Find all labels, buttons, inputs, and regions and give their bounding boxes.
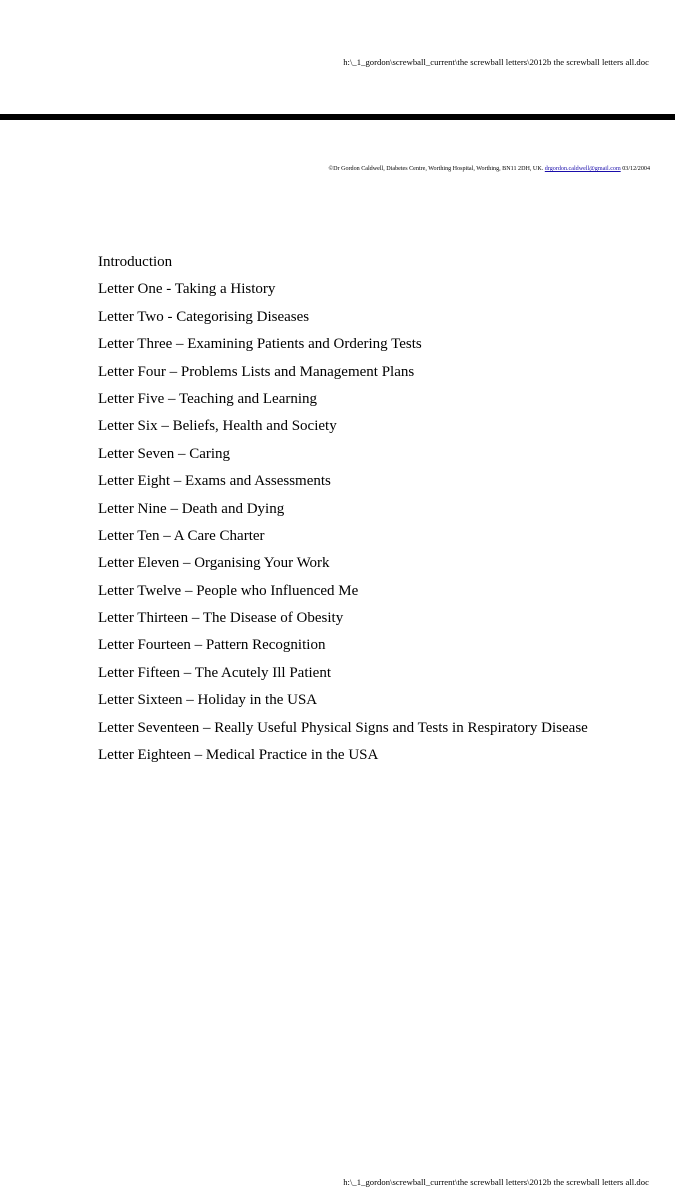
- toc-item-letter-thirteen: Letter Thirteen – The Disease of Obesity: [98, 610, 344, 627]
- footer-file-path: h:\_1_gordon\screwball_current\the screwball letters\2012b the screwball letters all.doc: [343, 1177, 649, 1187]
- toc-item-letter-nine: Letter Nine – Death and Dying: [98, 500, 285, 517]
- toc-item-letter-six: Letter Six – Beliefs, Health and Society: [98, 418, 337, 435]
- copyright-line: [329, 166, 651, 172]
- toc-item-letter-fourteen: Letter Fourteen – Pattern Recognition: [98, 637, 326, 654]
- toc-item-letter-ten: Letter Ten – A Care Charter: [98, 527, 265, 544]
- toc-item-letter-seventeen: Letter Seventeen – Really Useful Physical Signs and Tests in Respiratory Disease: [98, 719, 588, 736]
- toc-item-letter-two: Letter Two - Categorising Diseases: [98, 308, 310, 325]
- toc-item-letter-one: Letter One - Taking a History: [98, 281, 276, 298]
- toc-item-letter-four: Letter Four – Problems Lists and Management Plans: [98, 363, 415, 380]
- toc-item-letter-eleven: Letter Eleven – Organising Your Work: [98, 555, 330, 572]
- toc-item-letter-twelve: Letter Twelve – People who Influenced Me: [98, 582, 359, 599]
- toc-item-letter-fifteen: Letter Fifteen – The Acutely Ill Patient: [98, 664, 331, 681]
- table-of-contents: [98, 250, 588, 770]
- toc-item-letter-eight: Letter Eight – Exams and Assessments: [98, 473, 331, 490]
- toc-item-introduction: Introduction: [98, 254, 173, 270]
- toc-item-letter-sixteen: Letter Sixteen – Holiday in the USA: [98, 692, 318, 709]
- email-link[interactable]: drgordon.caldwell@gmail.com: [544, 166, 621, 172]
- toc-item-letter-seven: Letter Seven – Caring: [98, 445, 231, 462]
- copyright-date: 03/12/2004: [622, 166, 650, 172]
- copyright-text: ©Dr Gordon Caldwell, Diabetes Centre, Worthing Hospital, Worthing, BN11 2DH, UK.: [328, 166, 544, 172]
- toc-item-letter-five: Letter Five – Teaching and Learning: [98, 390, 318, 407]
- toc-item-letter-eighteen: Letter Eighteen – Medical Practice in the USA: [98, 747, 379, 764]
- header-rule: [0, 114, 675, 120]
- header-file-path: h:\_1_gordon\screwball_current\the screwball letters\2012b the screwball letters all.doc: [343, 57, 649, 67]
- toc-item-letter-three: Letter Three – Examining Patients and Ordering Tests: [98, 336, 422, 353]
